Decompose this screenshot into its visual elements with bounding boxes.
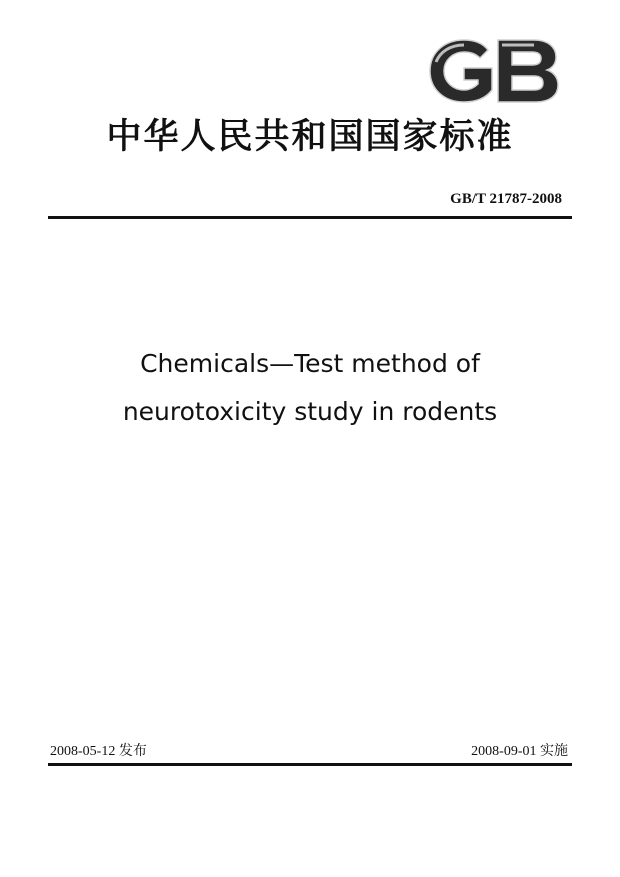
issue-label: 发布 bbox=[118, 743, 147, 759]
document-title-line-1: Chemicals—Test method of bbox=[140, 349, 480, 378]
issue-date: 2008-05-12 bbox=[50, 744, 116, 759]
effective-info bbox=[471, 742, 568, 761]
document-title bbox=[40, 340, 580, 436]
footer-divider bbox=[48, 763, 572, 766]
organization-title: 中华人民共和国国家标准 bbox=[106, 117, 514, 157]
effective-date: 2008-09-01 bbox=[471, 744, 537, 759]
gb-logo-icon bbox=[426, 36, 560, 106]
gb-logo bbox=[426, 36, 560, 106]
issue-info bbox=[50, 742, 147, 761]
standard-number: GB/T 21787-2008 bbox=[450, 191, 562, 207]
effective-label: 实施 bbox=[540, 743, 568, 759]
document-title-line-2: neurotoxicity study in rodents bbox=[122, 397, 498, 426]
header-divider bbox=[48, 216, 572, 219]
